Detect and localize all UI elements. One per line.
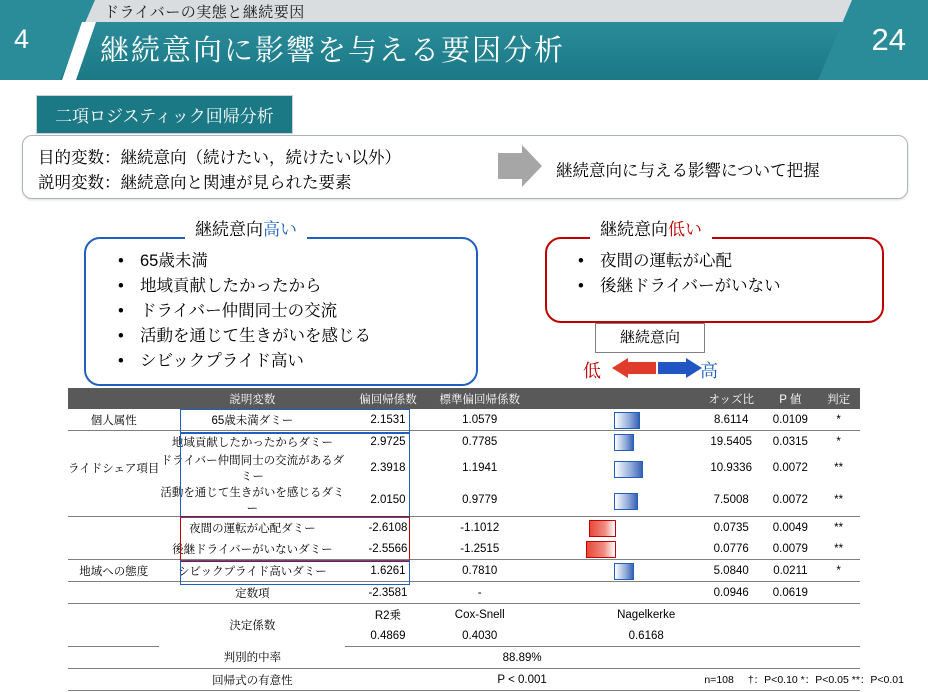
cell-odds-ratio: 19.5405	[710, 435, 752, 448]
list-item-label: 地域貢献したかったから	[140, 277, 322, 295]
cell-odds-ratio: 0.0946	[699, 582, 764, 604]
cell-empty	[764, 625, 818, 647]
callout-high-title	[185, 215, 307, 240]
cell-r2-value-1: 0.4030	[431, 625, 529, 647]
list-item: • 地域貢献したかったから	[118, 277, 322, 295]
table-row	[68, 484, 860, 517]
table-row	[68, 409, 860, 431]
callout-low-title	[590, 215, 712, 240]
list-item: • 後継ドライバーがいない	[578, 277, 781, 295]
cell-r2-name-2: Nagelkerke	[617, 608, 676, 621]
cell-variable: シビックプライド高いダミー	[159, 560, 345, 582]
page-title: 継続意向に影響を与える要因分析	[100, 35, 566, 67]
col-p-value: P 値	[764, 388, 818, 409]
col-coefficient: 偏回帰係数	[345, 388, 430, 409]
slide-number: 24	[871, 22, 906, 57]
col-bar	[529, 388, 699, 409]
cell-p-value: 0.0072	[764, 484, 818, 517]
cell-judgement: *	[817, 409, 860, 431]
cell-coefficient: 2.9725	[370, 435, 406, 448]
cell-variable: ドライバー仲間同士の交流があるダミー	[160, 455, 345, 483]
cell-bar	[529, 452, 699, 484]
cell-coefficient: -2.5566	[345, 538, 430, 560]
cell-judgement: **	[817, 538, 860, 560]
cell-r2-value-2: 0.6168	[529, 625, 764, 647]
cell-variable: 65歳未満ダミー	[159, 409, 345, 431]
callout-low-title-accent: 低い	[668, 220, 702, 239]
cell-std-coefficient: 0.7785	[462, 435, 498, 448]
cell-coefficient: 1.6261	[345, 560, 430, 582]
cell-bar	[529, 431, 699, 453]
cell-accuracy-value: 88.89%	[345, 647, 699, 669]
cell-p-value: 0.0109	[764, 409, 818, 431]
table-row	[68, 517, 860, 539]
cell-attribute	[68, 582, 159, 604]
cell-p-value: 0.0211	[764, 560, 818, 582]
callout-low-list	[578, 249, 781, 299]
cell-constant-label: 定数項	[159, 582, 345, 604]
cell-empty	[817, 625, 860, 647]
cell-coefficient: 2.1531	[345, 409, 430, 431]
table-row-accuracy	[68, 647, 860, 669]
sample-size: n=108	[704, 674, 734, 686]
cell-accuracy-label: 判別的中率	[159, 647, 345, 669]
cell-r2-name-0: R2乗	[374, 609, 402, 622]
cell-std-coefficient: 1.0579	[431, 409, 529, 431]
section-number: 4	[14, 24, 30, 54]
cell-std-coefficient: 0.9779	[431, 484, 529, 517]
cell-std-coefficient: 1.1941	[462, 462, 498, 474]
cell-empty	[764, 604, 818, 626]
cell-judgement: **	[834, 462, 844, 474]
list-item-label: 後継ドライバーがいない	[600, 277, 781, 295]
cell-empty	[764, 647, 818, 669]
cell-coefficient: 2.0150	[345, 484, 430, 517]
cell-coefficient: -2.6108	[368, 521, 408, 534]
col-std-coefficient: 標準偏回帰係数	[431, 388, 529, 409]
table-row	[68, 560, 860, 582]
cell-judgement: *	[817, 560, 860, 582]
left-arrow-icon	[612, 358, 656, 378]
cell-r2-name-1: Cox-Snell	[454, 608, 505, 621]
cell-judgement: *	[836, 435, 841, 448]
cell-bar	[529, 484, 699, 517]
cell-p-value: 0.0049	[772, 521, 808, 534]
independent-variable-text: 説明変数：継続意向と関連が見られた要素	[38, 174, 352, 192]
cell-bar	[529, 582, 699, 604]
callout-high-list	[118, 249, 371, 374]
table-header-row	[68, 388, 860, 409]
legend-low-label: 低	[583, 361, 601, 381]
cell-coefficient: -2.3581	[345, 582, 430, 604]
cell-odds-ratio: 5.0840	[699, 560, 764, 582]
cell-judgement	[817, 582, 860, 604]
header-subtitle: ドライバーの実態と継続要因	[104, 4, 305, 21]
cell-attribute	[68, 538, 159, 560]
col-attribute	[68, 388, 159, 409]
callout-high-title-accent: 高い	[263, 220, 297, 239]
cell-variable: 夜間の運転が心配ダミー	[189, 522, 316, 535]
callout-low-title-base: 継続意向	[600, 220, 668, 239]
table-row-r2-names	[68, 604, 860, 626]
cell-std-coefficient: -1.2515	[431, 538, 529, 560]
cell-p-value: 0.0315	[772, 435, 808, 448]
cell-r2-value-0: 0.4869	[345, 625, 430, 647]
legend-high-label: 高	[700, 361, 718, 381]
cell-odds-ratio: 7.5008	[699, 484, 764, 517]
cell-odds-ratio: 8.6114	[699, 409, 764, 431]
cell-p-value: 0.0619	[764, 582, 818, 604]
table-footnote	[704, 672, 904, 687]
cell-r2-label: 決定係数	[229, 620, 276, 633]
cell-odds-ratio: 0.0735	[713, 521, 749, 534]
legend-box: 継続意向	[595, 323, 705, 353]
cell-significance-value: P < 0.001	[345, 669, 699, 691]
cell-attribute: 個人属性	[68, 409, 159, 431]
list-item: • 活動を通じて生きがいを感じる	[118, 327, 371, 345]
cell-empty	[817, 647, 860, 669]
section-label: 二項ロジスティック回帰分析	[36, 95, 293, 134]
cell-std-coefficient: -	[431, 582, 529, 604]
definition-result-text: 継続意向に与える影響について把握	[556, 162, 820, 180]
col-odds-ratio: オッズ比	[699, 388, 764, 409]
cell-empty	[817, 604, 860, 626]
table-row	[68, 452, 860, 484]
list-item-label: シビックプライド高い	[140, 352, 304, 370]
cell-attribute: 地域への態度	[68, 560, 159, 582]
list-item-label: 夜間の運転が心配	[600, 252, 732, 270]
cell-judgement: **	[817, 484, 860, 517]
cell-empty	[699, 647, 764, 669]
cell-variable: 活動を通じて生きがいを感じるダミー	[159, 484, 345, 517]
header-left-shape-top	[0, 0, 86, 22]
cell-std-coefficient: 0.7810	[431, 560, 529, 582]
cell-attribute	[68, 517, 159, 539]
right-arrow-icon-blue	[658, 358, 702, 378]
cell-std-coefficient: -1.1012	[460, 521, 500, 534]
cell-variable: 地域貢献したかったからダミー	[171, 436, 333, 449]
cell-variable: 後継ドライバーがいないダミー	[159, 538, 345, 560]
cell-attribute	[68, 431, 159, 453]
list-item-label: 活動を通じて生きがいを感じる	[140, 327, 371, 345]
significance-legend: †：P<0.10 *：P<0.05 **：P<0.01	[747, 674, 904, 686]
list-item: • ドライバー仲間同士の交流	[118, 302, 338, 320]
list-item: • 夜間の運転が心配	[578, 252, 732, 270]
list-item: • シビックプライド高い	[118, 352, 304, 370]
list-item: • 65歳未満	[118, 252, 208, 270]
cell-coefficient: 2.3918	[370, 462, 406, 474]
table-row	[68, 431, 860, 453]
cell-attribute	[68, 625, 159, 647]
cell-bar	[529, 560, 699, 582]
list-item-label: 65歳未満	[140, 252, 208, 270]
table-row	[68, 538, 860, 560]
callout-high-title-base: 継続意向	[195, 220, 263, 239]
cell-judgement: **	[834, 521, 844, 534]
cell-attribute: ライドシェア項目	[68, 463, 160, 475]
cell-attribute	[68, 484, 159, 517]
cell-odds-ratio: 0.0776	[699, 538, 764, 560]
col-judgement: 判定	[817, 388, 860, 409]
cell-bar	[529, 538, 699, 560]
slide-header	[0, 0, 928, 80]
list-item-label: ドライバー仲間同士の交流	[140, 302, 338, 320]
cell-bar	[529, 409, 699, 431]
cell-p-value: 0.0072	[772, 462, 808, 474]
cell-attribute	[68, 647, 159, 669]
table-row-constant	[68, 582, 860, 604]
dependent-variable-text: 目的変数：継続意向（続けたい，続けたい以外）	[38, 149, 401, 167]
regression-results-table	[68, 388, 860, 691]
cell-attribute	[68, 604, 159, 626]
cell-significance-label: 回帰式の有意性	[159, 669, 345, 691]
cell-p-value: 0.0079	[764, 538, 818, 560]
cell-bar	[529, 517, 699, 539]
cell-odds-ratio: 10.9336	[710, 462, 752, 474]
col-variable: 説明変数	[159, 388, 345, 409]
cell-attribute	[68, 669, 159, 691]
